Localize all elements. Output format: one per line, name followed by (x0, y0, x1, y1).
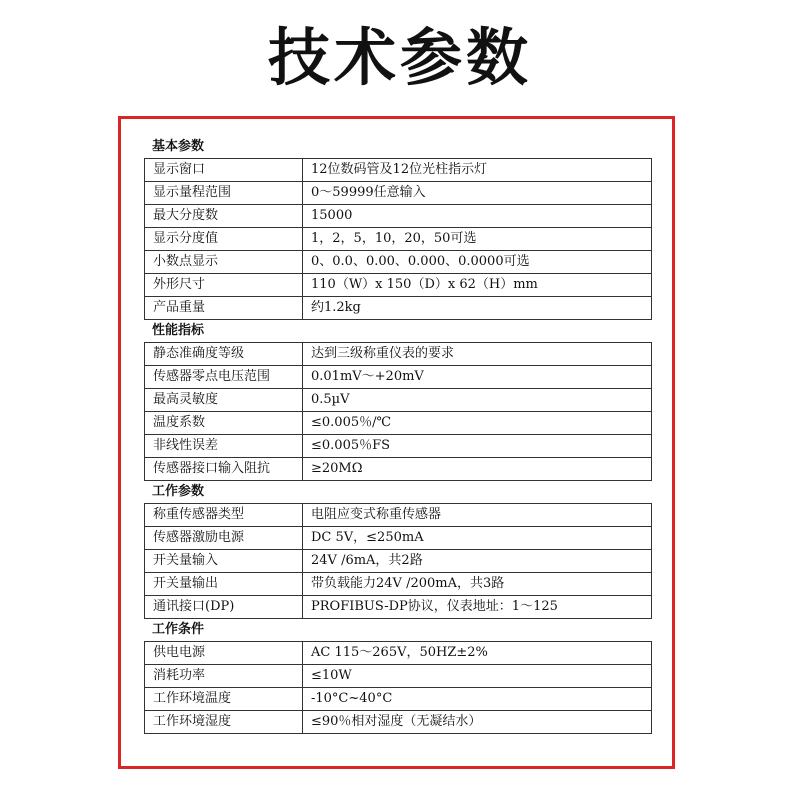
table-row (145, 688, 652, 711)
param-label: 消耗功率 (145, 665, 303, 688)
param-label: 外形尺寸 (145, 274, 303, 297)
param-value: 12位数码管及12位光柱指示灯 (303, 159, 652, 182)
section-title: 性能指标 (152, 323, 205, 338)
param-label: 静态准确度等级 (145, 343, 303, 366)
spec-table (144, 503, 652, 619)
table-row (145, 205, 652, 228)
table-row (145, 389, 652, 412)
table-row (145, 596, 652, 619)
param-value: DC 5V，≤250mA (303, 527, 652, 550)
param-label: 小数点显示 (145, 251, 303, 274)
param-label: 显示分度值 (145, 228, 303, 251)
table-row (145, 458, 652, 481)
param-label: 显示窗口 (145, 159, 303, 182)
param-value: 0、0.0、0.00、0.000、0.0000可选 (303, 251, 652, 274)
table-row (145, 642, 652, 665)
spec-sheet (144, 136, 652, 734)
param-value: ≤90％相对湿度（无凝结水） (303, 711, 652, 734)
table-row (145, 412, 652, 435)
table-row (145, 573, 652, 596)
param-label: 开关量输入 (145, 550, 303, 573)
param-label: 最大分度数 (145, 205, 303, 228)
param-label: 工作环境温度 (145, 688, 303, 711)
table-row (145, 182, 652, 205)
param-label: 产品重量 (145, 297, 303, 320)
param-label: 温度系数 (145, 412, 303, 435)
table-row (145, 527, 652, 550)
param-label: 工作环境湿度 (145, 711, 303, 734)
param-value: ≤0.005％/℃ (303, 412, 652, 435)
table-row (145, 343, 652, 366)
spec-table (144, 641, 652, 734)
param-label: 供电电源 (145, 642, 303, 665)
param-value: 0.01mV～+20mV (303, 366, 652, 389)
param-label: 非线性误差 (145, 435, 303, 458)
table-row (145, 665, 652, 688)
param-value: ≤10W (303, 665, 652, 688)
table-row (145, 711, 652, 734)
table-row (145, 297, 652, 320)
param-value: 110（W）x 150（D）x 62（H）mm (303, 274, 652, 297)
param-value: PROFIBUS-DP协议，仪表地址：1～125 (303, 596, 652, 619)
param-label: 传感器接口输入阻抗 (145, 458, 303, 481)
param-value: ≥20MΩ (303, 458, 652, 481)
table-row (145, 251, 652, 274)
page-title: 技术参数 (267, 21, 532, 94)
table-row (145, 550, 652, 573)
spec-table (144, 342, 652, 481)
spec-table (144, 158, 652, 320)
param-label: 显示量程范围 (145, 182, 303, 205)
section-title: 工作参数 (152, 484, 205, 499)
section-title: 工作条件 (152, 622, 205, 637)
param-label: 开关量输出 (145, 573, 303, 596)
table-row (145, 274, 652, 297)
table-row (145, 366, 652, 389)
param-value: 约1.2kg (303, 297, 652, 320)
param-value: 电阻应变式称重传感器 (303, 504, 652, 527)
table-row (145, 504, 652, 527)
param-value: 24V /6mA，共2路 (303, 550, 652, 573)
param-value: AC 115～265V，50HZ±2% (303, 642, 652, 665)
param-value: ≤0.005％FS (303, 435, 652, 458)
param-value: 0.5µV (303, 389, 652, 412)
param-label: 通讯接口(DP) (145, 596, 303, 619)
param-label: 传感器激励电源 (145, 527, 303, 550)
param-value: -10°C~40°C (303, 688, 652, 711)
section-title: 基本参数 (152, 139, 205, 154)
table-row (145, 159, 652, 182)
param-label: 最高灵敏度 (145, 389, 303, 412)
param-label: 传感器零点电压范围 (145, 366, 303, 389)
param-value: 15000 (303, 205, 652, 228)
param-value: 0～59999任意输入 (303, 182, 652, 205)
table-row (145, 435, 652, 458)
param-value: 带负载能力24V /200mA，共3路 (303, 573, 652, 596)
param-value: 1，2，5，10，20，50可选 (303, 228, 652, 251)
param-value: 达到三级称重仪表的要求 (303, 343, 652, 366)
table-row (145, 228, 652, 251)
param-label: 称重传感器类型 (145, 504, 303, 527)
